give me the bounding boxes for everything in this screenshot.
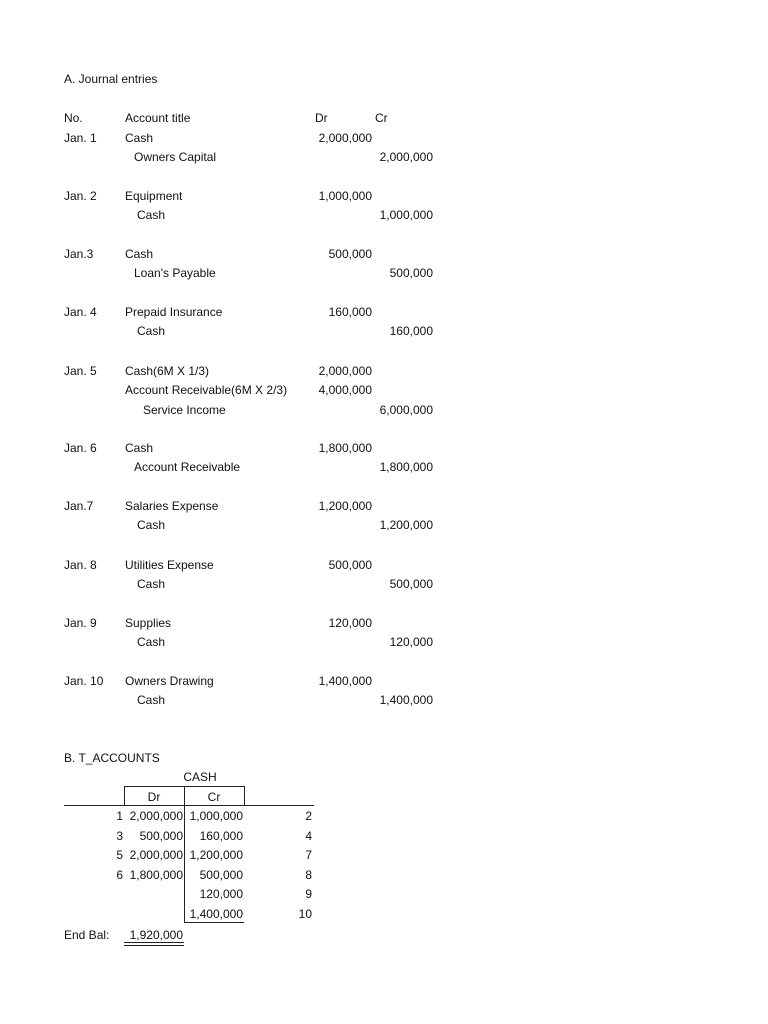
debit-account-title: Cash: [125, 441, 154, 455]
dr-amount: 500,000: [139, 829, 183, 843]
debit-account-title: Account Receivable(6M X 2/3): [125, 383, 288, 397]
entry-date: Jan. 10: [64, 674, 104, 688]
credit-account-title: Cash: [137, 208, 166, 222]
cr-reference: 2: [305, 809, 312, 823]
debit-amount: 120,000: [328, 616, 372, 630]
cr-amount: 1,000,000: [189, 809, 243, 823]
cr-amount: 120,000: [199, 887, 243, 901]
credit-amount: 120,000: [389, 635, 433, 649]
debit-amount: 1,000,000: [318, 189, 372, 203]
entry-date: Jan.3: [64, 247, 94, 261]
debit-amount: 500,000: [328, 558, 372, 572]
entry-date: Jan. 8: [64, 558, 97, 572]
credit-account-title: Owners Capital: [134, 150, 217, 164]
dr-reference: 6: [116, 868, 123, 882]
credit-amount: 160,000: [389, 324, 433, 338]
cr-amount: 500,000: [199, 868, 243, 882]
credit-amount: 1,800,000: [379, 460, 433, 474]
header-cr: Cr: [375, 111, 388, 125]
credit-amount: 1,000,000: [379, 208, 433, 222]
cr-reference: 8: [305, 868, 312, 882]
credit-account-title: Cash: [137, 693, 166, 707]
debit-amount: 1,200,000: [318, 499, 372, 513]
debit-account-title: Equipment: [125, 189, 183, 203]
credit-account-title: Service Income: [143, 403, 226, 417]
cr-amount: 160,000: [199, 829, 243, 843]
credit-amount: 500,000: [389, 266, 433, 280]
debit-account-title: Owners Drawing: [125, 674, 214, 688]
t-account-top-rule: [64, 805, 314, 806]
debit-account-title: Salaries Expense: [125, 499, 219, 513]
debit-account-title: Cash: [125, 131, 154, 145]
entry-date: Jan. 5: [64, 364, 97, 378]
credit-amount: 6,000,000: [379, 403, 433, 417]
credit-account-title: Cash: [137, 635, 166, 649]
credit-account-title: Cash: [137, 324, 166, 338]
dr-reference: 5: [116, 848, 123, 862]
debit-account-title: Cash: [125, 247, 154, 261]
end-bal-underline-1: [124, 942, 184, 943]
debit-amount: 2,000,000: [318, 131, 372, 145]
entry-date: Jan. 1: [64, 131, 97, 145]
section-a-title: A. Journal entries: [64, 72, 158, 86]
dr-amount: 2,000,000: [129, 809, 183, 823]
credit-account-title: Loan's Payable: [134, 266, 216, 280]
credit-account-title: Account Receivable: [134, 460, 241, 474]
cr-total-rule: [184, 922, 244, 923]
cr-reference: 4: [305, 829, 312, 843]
entry-date: Jan. 4: [64, 305, 97, 319]
header-no: No.: [64, 111, 83, 125]
header-box-right: [244, 786, 245, 805]
end-bal-value: 1,920,000: [129, 928, 183, 942]
debit-account-title: Utilities Expense: [125, 558, 214, 572]
debit-amount: 1,800,000: [318, 441, 372, 455]
cr-reference: 7: [305, 848, 312, 862]
entry-date: Jan. 6: [64, 441, 97, 455]
entry-date: Jan. 9: [64, 616, 97, 630]
debit-amount: 160,000: [328, 305, 372, 319]
credit-amount: 1,200,000: [379, 518, 433, 532]
debit-amount: 4,000,000: [318, 383, 372, 397]
dr-amount: 2,000,000: [129, 848, 183, 862]
t-account-cr-label: Cr: [207, 790, 221, 804]
credit-amount: 1,400,000: [379, 693, 433, 707]
t-account-dr-label: Dr: [147, 790, 161, 804]
cr-reference: 10: [298, 907, 312, 921]
debit-amount: 2,000,000: [318, 364, 372, 378]
section-b-title: B. T_ACCOUNTS: [64, 751, 160, 765]
credit-amount: 2,000,000: [379, 150, 433, 164]
credit-account-title: Cash: [137, 518, 166, 532]
entry-date: Jan.7: [64, 499, 94, 513]
dr-reference: 1: [116, 809, 123, 823]
cr-amount: 1,200,000: [189, 848, 243, 862]
entry-date: Jan. 2: [64, 189, 97, 203]
header-box-left: [124, 786, 125, 805]
t-account-title: CASH: [183, 770, 217, 784]
credit-amount: 500,000: [389, 577, 433, 591]
dr-amount: 1,800,000: [129, 868, 183, 882]
debit-account-title: Cash(6M X 1/3): [125, 364, 210, 378]
cr-reference: 9: [305, 887, 312, 901]
header-dr: Dr: [315, 111, 328, 125]
debit-account-title: Supplies: [125, 616, 172, 630]
debit-amount: 500,000: [328, 247, 372, 261]
dr-reference: 3: [116, 829, 123, 843]
cr-amount: 1,400,000: [189, 907, 243, 921]
debit-amount: 1,400,000: [318, 674, 372, 688]
credit-account-title: Cash: [137, 577, 166, 591]
header-account-title: Account title: [125, 111, 191, 125]
end-bal-underline-2: [124, 945, 184, 946]
debit-account-title: Prepaid Insurance: [125, 305, 223, 319]
end-bal-label: End Bal:: [64, 928, 110, 942]
